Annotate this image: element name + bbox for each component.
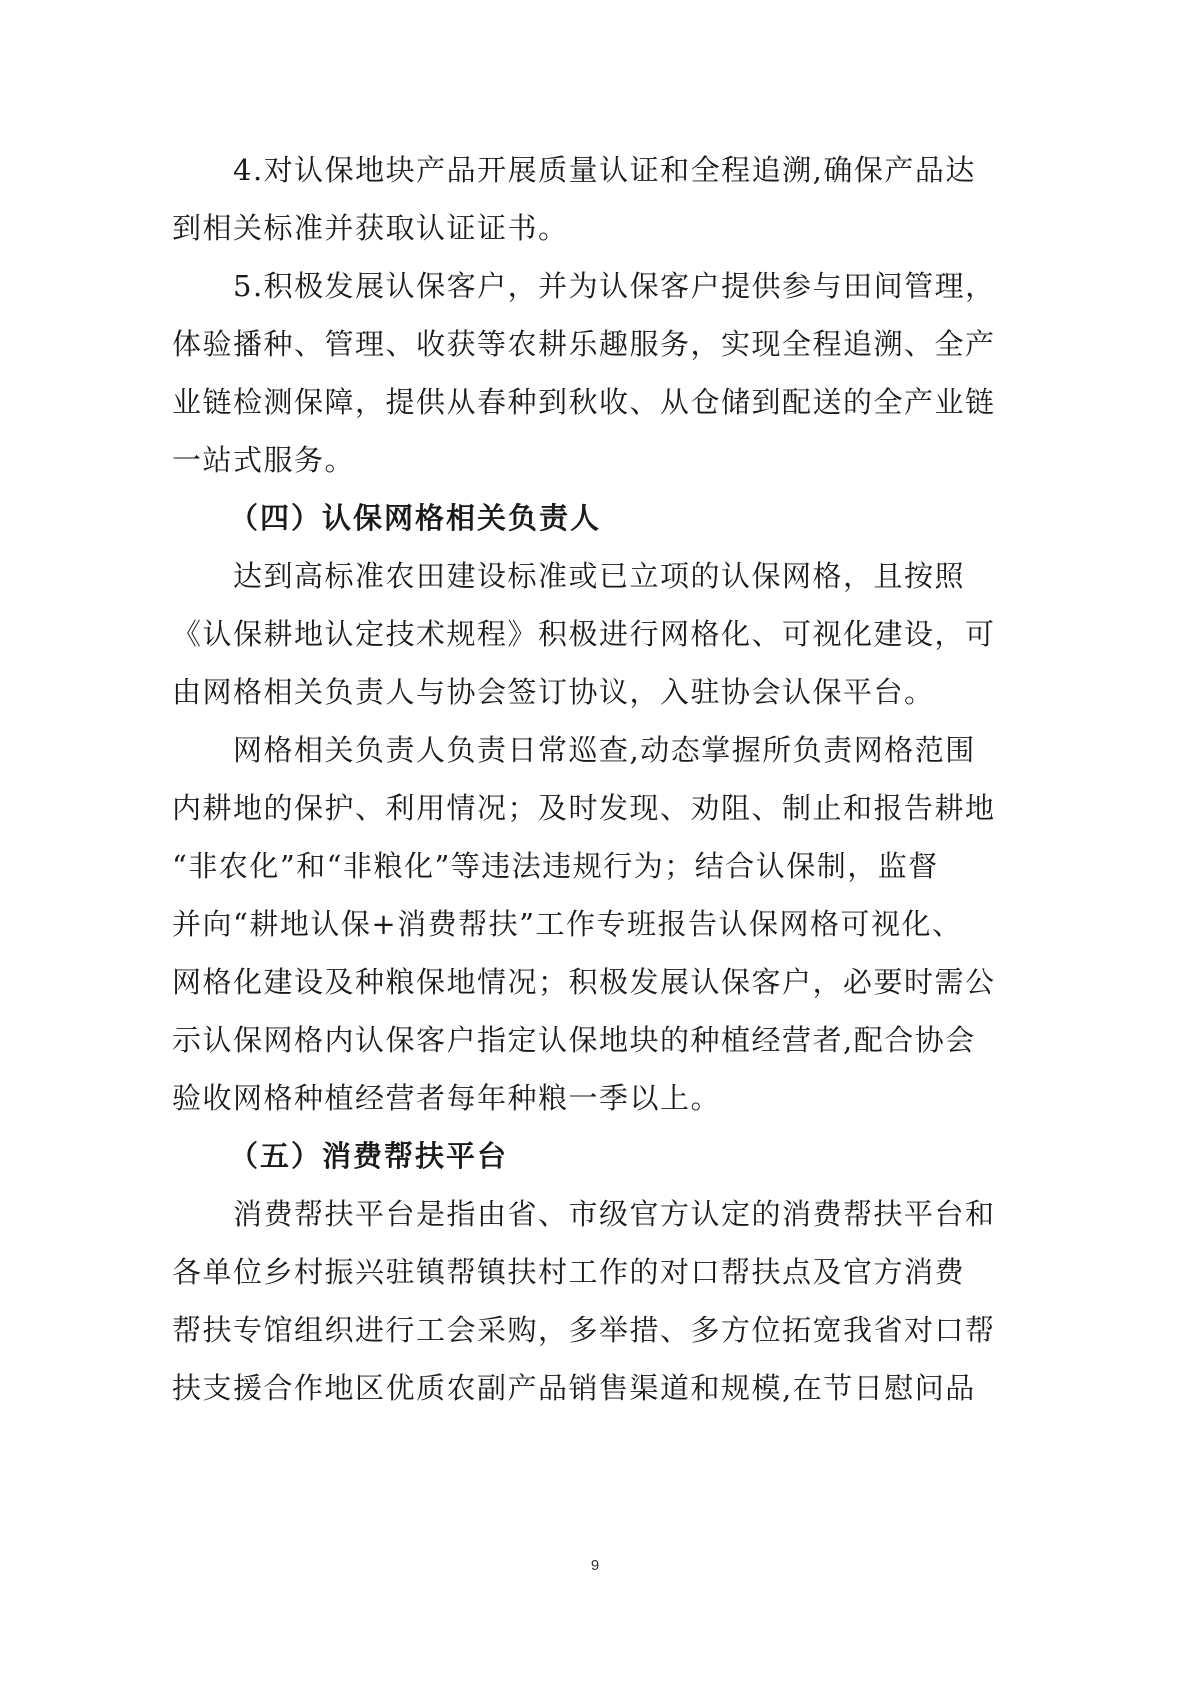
- paragraph-5-line-4: 一站式服务。: [172, 443, 356, 477]
- platform-paragraph-line-4: 扶支援合作地区优质农副产品销售渠道和规模,在节日慰问品: [172, 1371, 976, 1405]
- responsibility-paragraph-line-7: 验收网格种植经营者每年种粮一季以上。: [172, 1081, 722, 1115]
- grid-paragraph-line-3: 由网格相关负责人与协会签订协议，入驻协会认保平台。: [172, 675, 935, 709]
- paragraph-5-line-1: 5.积极发展认保客户，并为认保客户提供参与田间管理，: [233, 269, 996, 303]
- responsibility-paragraph-line-4: 并向“耕地认保+消费帮扶”工作专班报告认保网格可视化、: [172, 907, 963, 941]
- platform-paragraph-line-3: 帮扶专馆组织进行工会采购，多举措、多方位拓宽我省对口帮: [172, 1313, 996, 1347]
- section-heading-5: （五）消费帮扶平台: [229, 1139, 509, 1173]
- paragraph-4-line-1: 4.对认保地块产品开展质量认证和全程追溯,确保产品达: [233, 153, 976, 187]
- page-number: 9: [590, 1557, 600, 1574]
- grid-paragraph-line-1: 达到高标准农田建设标准或已立项的认保网格，且按照: [233, 559, 966, 593]
- paragraph-4-line-2: 到相关标准并获取认证证书。: [172, 211, 569, 245]
- responsibility-paragraph-line-6: 示认保网格内认保客户指定认保地块的种植经营者,配合协会: [172, 1023, 976, 1057]
- responsibility-paragraph-line-2: 内耕地的保护、利用情况；及时发现、劝阻、制止和报告耕地: [172, 791, 996, 825]
- section-heading-4: （四）认保网格相关负责人: [229, 501, 602, 535]
- paragraph-5-line-3: 业链检测保障，提供从春种到秋收、从仓储到配送的全产业链: [172, 385, 996, 419]
- responsibility-paragraph-line-1: 网格相关负责人负责日常巡查,动态掌握所负责网格范围: [233, 733, 976, 767]
- responsibility-paragraph-line-5: 网格化建设及种粮保地情况；积极发展认保客户，必要时需公: [172, 965, 996, 999]
- platform-paragraph-line-2: 各单位乡村振兴驻镇帮镇扶村工作的对口帮扶点及官方消费: [172, 1255, 966, 1289]
- platform-paragraph-line-1: 消费帮扶平台是指由省、市级官方认定的消费帮扶平台和: [233, 1197, 996, 1231]
- grid-paragraph-line-2: 《认保耕地认定技术规程》积极进行网格化、可视化建设，可: [172, 617, 996, 651]
- responsibility-paragraph-line-3: “非农化”和“非粮化”等违法违规行为；结合认保制，监督: [172, 849, 939, 883]
- paragraph-5-line-2: 体验播种、管理、收获等农耕乐趣服务，实现全程追溯、全产: [172, 327, 996, 361]
